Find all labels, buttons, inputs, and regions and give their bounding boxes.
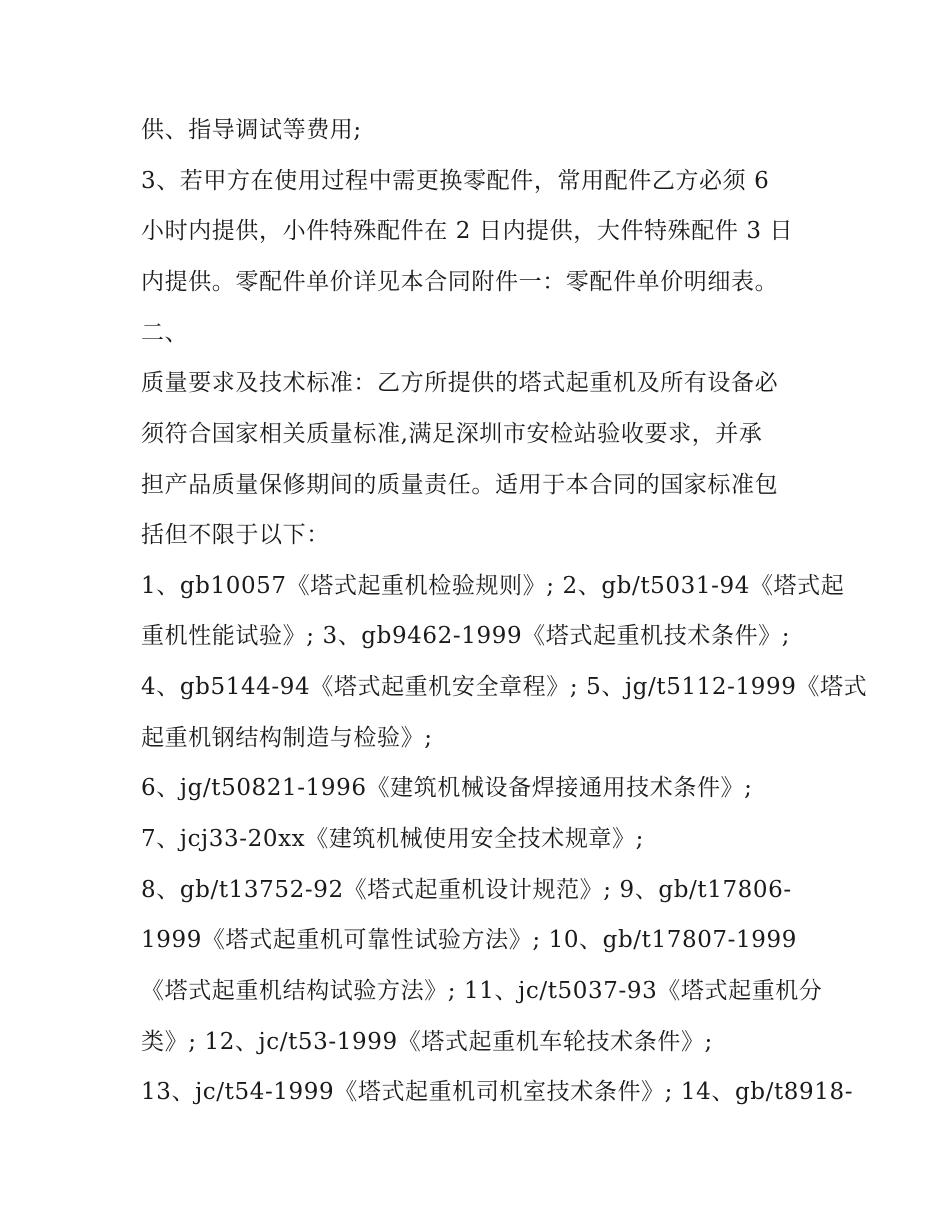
text-line: 括但不限于以下： bbox=[141, 522, 330, 548]
text-line: 小时内提供，小件特殊配件在 2 日内提供，大件特殊配件 3 日 bbox=[141, 218, 794, 244]
standard-list-line: 类》; 12、jc/t53-1999《塔式起重机车轮技术条件》; bbox=[141, 1029, 713, 1055]
text-line: 供、指导调试等费用; bbox=[141, 117, 362, 143]
standard-list-line: 《塔式起重机结构试验方法》; 11、jc/t5037-93《塔式起重机分 bbox=[141, 978, 823, 1004]
section-heading: 二、 bbox=[141, 320, 189, 346]
standard-list-line: 8、gb/t13752-92《塔式起重机设计规范》; 9、gb/t17806- bbox=[141, 877, 792, 903]
text-line: 担产品质量保修期间的质量责任。适用于本合同的国家标准包 bbox=[141, 472, 779, 498]
standard-list-line: 重机性能试验》; 3、gb9462-1999《塔式起重机技术条件》; bbox=[141, 623, 791, 649]
standard-list-line: 13、jc/t54-1999《塔式起重机司机室技术条件》; 14、gb/t8918- bbox=[141, 1079, 854, 1105]
text-line: 3、若甲方在使用过程中需更换零配件，常用配件乙方必须 6 bbox=[141, 168, 770, 194]
standard-list-line: 7、jcj33-20xx《建筑机械使用安全技术规章》; bbox=[141, 826, 644, 852]
standard-list-line: 1999《塔式起重机可靠性试验方法》; 10、gb/t17807-1999 bbox=[141, 927, 797, 953]
standard-list-line: 6、jg/t50821-1996《建筑机械设备焊接通用技术条件》; bbox=[141, 775, 753, 801]
standard-list-line: 1、gb10057《塔式起重机检验规则》; 2、gb/t5031-94《塔式起 bbox=[141, 573, 845, 599]
text-line: 质量要求及技术标准：乙方所提供的塔式起重机及所有设备必 bbox=[141, 370, 779, 396]
standard-list-line: 4、gb5144-94《塔式起重机安全章程》; 5、jg/t5112-1999《塔式 bbox=[141, 674, 868, 700]
standard-list-line: 起重机钢结构制造与检验》; bbox=[141, 725, 433, 751]
text-line: 内提供。零配件单价详见本合同附件一：零配件单价明细表。 bbox=[141, 269, 779, 295]
text-line: 须符合国家相关质量标准,满足深圳市安检站验收要求，并承 bbox=[141, 421, 763, 447]
